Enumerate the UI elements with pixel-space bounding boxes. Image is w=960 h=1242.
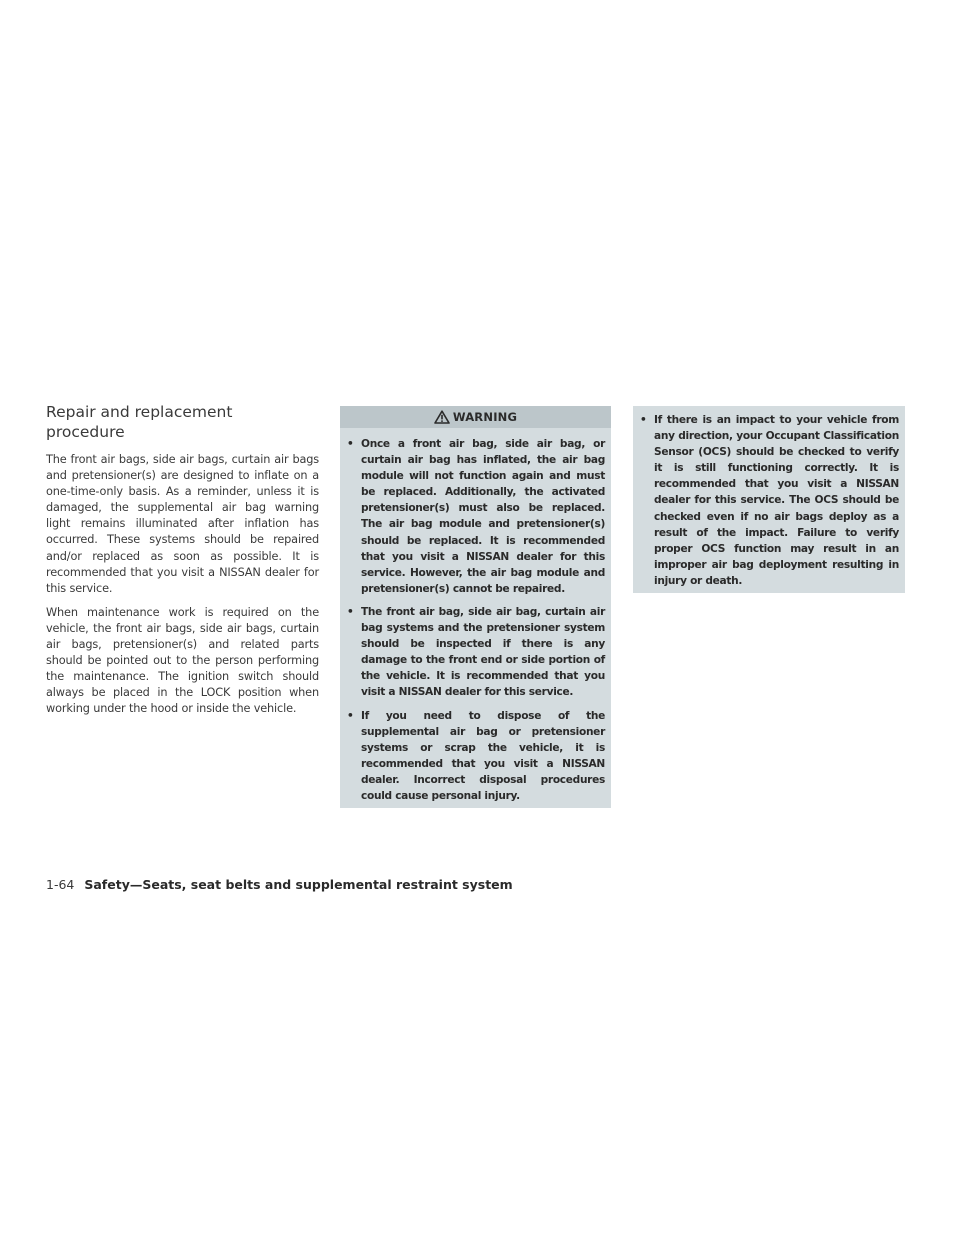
body-paragraph-2: When maintenance work is required on the vehicle, the front air bags, side air bags, curtain air bags, pretensioner(s) and related parts should be pointed out to the person performing the maintenance. The ignition switch should always be placed in the LOCK position when working under the hood or inside the vehicle. <box>46 605 319 716</box>
warning-list-right <box>633 406 905 589</box>
section-title-line1: Repair and replacement <box>46 403 233 421</box>
warning-item-text: The front air bag, side air bag, curtain air bag systems and the pretensioner system should be inspected if there is any damage to the front end or side portion of the vehicle. It is recommended that you visit a NISSAN dealer for this service. <box>361 605 605 699</box>
bullet-marker: • <box>347 605 354 618</box>
bullet-marker: • <box>347 709 354 722</box>
warning-item-text: Once a front air bag, side air bag, or curtain air bag has inflated, the air bag module will not function again and must be replaced. Additionally, the activated pretensioner(s) must also be replaced. The air bag module and pretensioner(s) should be replaced. It is recommended that you visit a NISSAN dealer for this service. However, the air bag module and pretensioner(s) cannot be repaired. <box>361 438 605 595</box>
warning-item-text: If there is an impact to your vehicle from any direction, your Occupant Classification Sensor (OCS) should be checked to verify it is still functioning correctly. It is recommended that you visit a NISSAN dealer for this service. The OCS should be checked even if no air bags deploy as a result of the impact. Failure to verify proper OCS function may result in an improper air bag deployment resulting in injury or death. <box>654 414 899 587</box>
warning-item <box>639 412 899 589</box>
warning-box-left <box>340 406 611 808</box>
section-column <box>46 402 319 726</box>
body-paragraph-1: The front air bags, side air bags, curtain air bags and pretensioner(s) are designed to inflate on a one-time-only basis. As a reminder, unless it is damaged, the supplemental air bag warning light remains illuminated after inflation has occurred. These systems should be repaired and/or replaced as soon as possible. It is recommended that you visit a NISSAN dealer for this service. <box>46 453 319 595</box>
page-footer <box>46 877 513 892</box>
bullet-marker: • <box>347 438 354 450</box>
warning-title: WARNING <box>452 410 518 424</box>
warning-item <box>346 436 605 597</box>
warning-item <box>346 604 605 701</box>
warning-list-left <box>340 428 611 804</box>
warning-triangle-icon <box>434 410 450 424</box>
warning-item-text: If you need to dispose of the supplemental air bag or pretensioner systems or scrap the vehicle, it is recommended that you visit a NISSAN dealer. Incorrect disposal procedures could cause personal injury. <box>361 709 605 802</box>
chapter-title: Safety—Seats, seat belts and supplemental restraint system <box>84 877 513 892</box>
section-title <box>46 402 319 442</box>
page-number: 1-64 <box>46 877 75 892</box>
warning-box-right <box>633 406 905 593</box>
warning-header <box>340 406 611 428</box>
bullet-marker: • <box>640 414 647 426</box>
warning-item <box>346 708 605 805</box>
section-title-line2: procedure <box>46 423 125 441</box>
